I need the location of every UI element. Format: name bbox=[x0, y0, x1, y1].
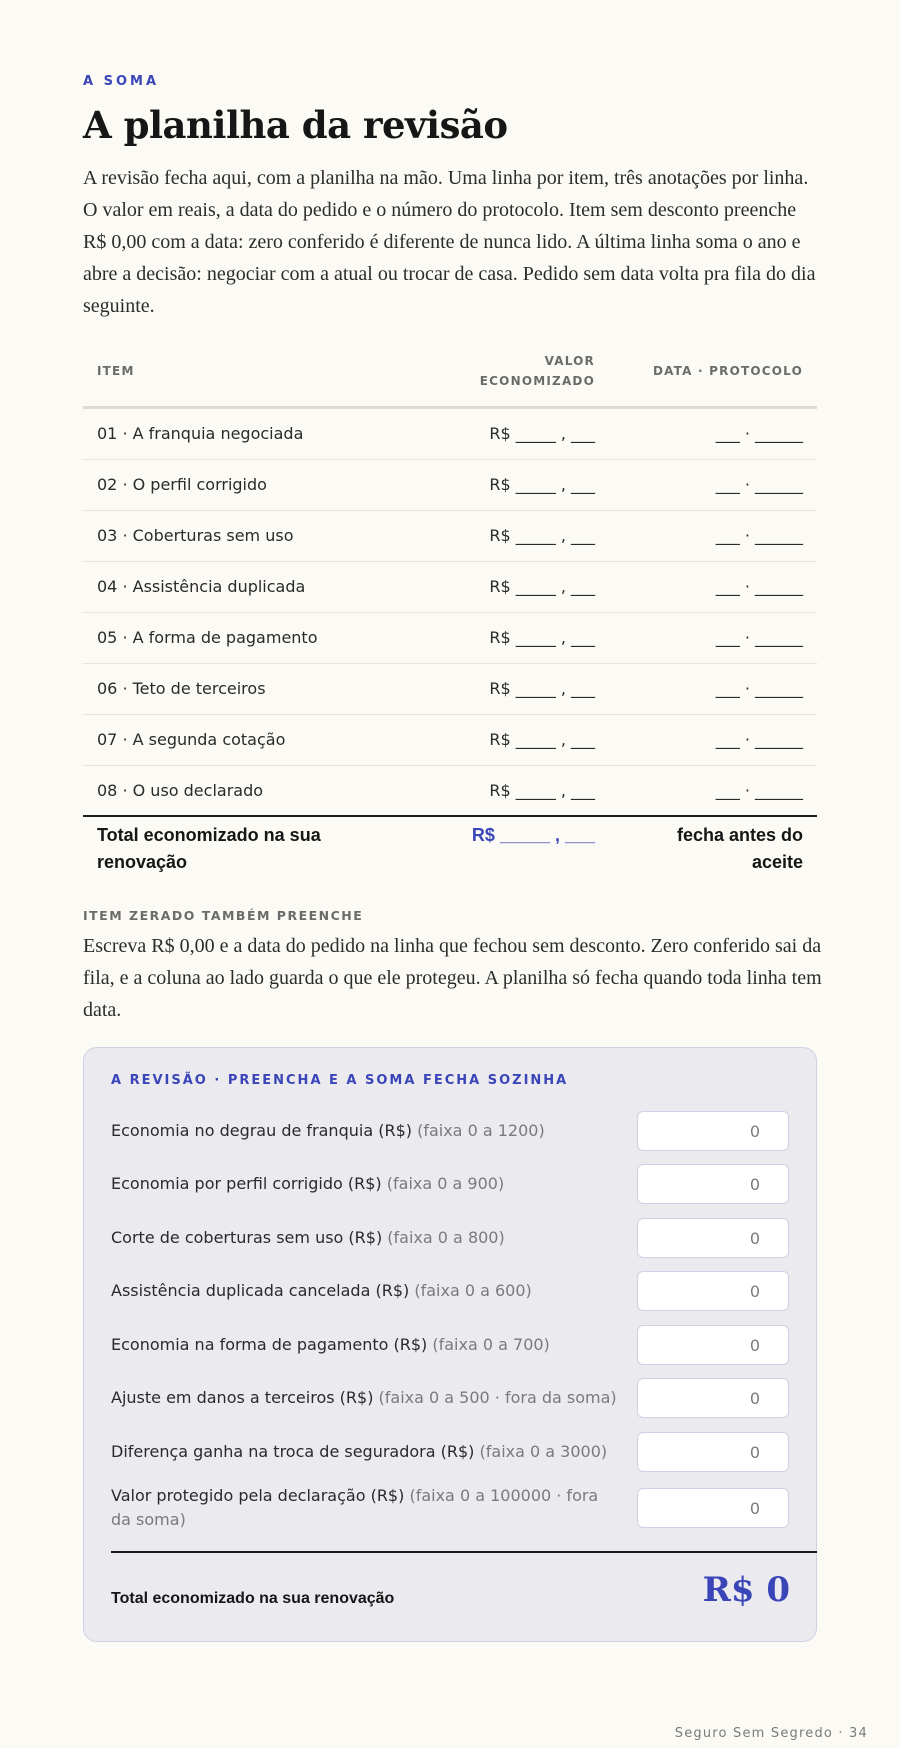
row-valor: R$ _____ , ___ bbox=[489, 628, 595, 647]
row-valor: R$ _____ , ___ bbox=[489, 475, 595, 494]
row-item: 01 · A franquia negociada bbox=[97, 424, 304, 443]
field-label-text: Economia no degrau de franquia (R$) bbox=[111, 1121, 412, 1140]
row-data-protocolo: ___ · ______ bbox=[715, 424, 803, 443]
row-item: 02 · O perfil corrigido bbox=[97, 475, 267, 494]
table-header bbox=[83, 352, 817, 409]
row-valor: R$ _____ , ___ bbox=[489, 781, 595, 800]
zero-note-eyebrow: ITEM ZERADO TAMBÉM PREENCHE bbox=[83, 908, 364, 923]
field-range: (faixa 0 a 100000 · fora da soma) bbox=[111, 1486, 599, 1529]
table-total-label: Total economizado na sua renovação bbox=[97, 825, 321, 872]
table-row bbox=[83, 409, 817, 460]
row-data-protocolo: ___ · ______ bbox=[715, 730, 803, 749]
table-row bbox=[83, 511, 817, 562]
field-label bbox=[111, 1172, 621, 1196]
table-total-note: fecha antes do aceite bbox=[676, 825, 803, 872]
field-terceiros bbox=[111, 1377, 789, 1419]
field-label-text: Assistência duplicada cancelada (R$) bbox=[111, 1281, 410, 1300]
field-perfil bbox=[111, 1163, 789, 1205]
terceiros-input[interactable] bbox=[637, 1378, 789, 1418]
row-valor: R$ _____ , ___ bbox=[489, 577, 595, 596]
field-coberturas bbox=[111, 1217, 789, 1259]
row-data-protocolo: ___ · ______ bbox=[715, 475, 803, 494]
header-valor bbox=[455, 351, 595, 391]
row-item: 05 · A forma de pagamento bbox=[97, 628, 318, 647]
table-body bbox=[83, 409, 817, 817]
calculator-title: A REVISÃO · PREENCHA E A SOMA FECHA SOZINHA bbox=[111, 1073, 569, 1088]
row-valor: R$ _____ , ___ bbox=[489, 679, 595, 698]
header-item: ITEM bbox=[97, 364, 135, 378]
field-label-text: Ajuste em danos a terceiros (R$) bbox=[111, 1388, 374, 1407]
field-troca-seguradora bbox=[111, 1431, 789, 1473]
table-row bbox=[83, 562, 817, 613]
row-item: 07 · A segunda cotação bbox=[97, 730, 286, 749]
field-label bbox=[111, 1333, 621, 1357]
page-footer: Seguro Sem Segredo · 34 bbox=[674, 1726, 868, 1741]
header-valor-line1: VALOR bbox=[544, 354, 595, 368]
calculator-total-value: R$ 0 bbox=[702, 1570, 790, 1610]
field-range: (faixa 0 a 3000) bbox=[479, 1442, 608, 1461]
row-valor: R$ _____ , ___ bbox=[489, 730, 595, 749]
table-total-row bbox=[83, 822, 817, 880]
franquia-input[interactable] bbox=[637, 1111, 789, 1151]
field-label-text: Diferença ganha na troca de seguradora (R$) bbox=[111, 1442, 475, 1461]
table-row bbox=[83, 460, 817, 511]
troca-seguradora-input[interactable] bbox=[637, 1432, 789, 1472]
row-item: 06 · Teto de terceiros bbox=[97, 679, 266, 698]
declaracao-input[interactable] bbox=[637, 1488, 789, 1528]
pagamento-input[interactable] bbox=[637, 1325, 789, 1365]
table-total-valor: R$ _____ , ___ bbox=[471, 825, 595, 845]
calculator-divider bbox=[111, 1551, 817, 1553]
field-declaracao bbox=[111, 1482, 789, 1534]
field-label-text: Economia por perfil corrigido (R$) bbox=[111, 1174, 382, 1193]
row-item: 03 · Coberturas sem uso bbox=[97, 526, 294, 545]
field-label-text: Corte de coberturas sem uso (R$) bbox=[111, 1228, 383, 1247]
field-label bbox=[111, 1119, 621, 1143]
field-range: (faixa 0 a 700) bbox=[432, 1335, 550, 1354]
table-row bbox=[83, 664, 817, 715]
table-row bbox=[83, 613, 817, 664]
calculator-total-label: Total economizado na sua renovação bbox=[111, 1590, 395, 1607]
field-label bbox=[111, 1279, 621, 1303]
field-franquia bbox=[111, 1110, 789, 1152]
field-range: (faixa 0 a 600) bbox=[414, 1281, 532, 1300]
row-data-protocolo: ___ · ______ bbox=[715, 679, 803, 698]
perfil-input[interactable] bbox=[637, 1164, 789, 1204]
row-data-protocolo: ___ · ______ bbox=[715, 781, 803, 800]
row-valor: R$ _____ , ___ bbox=[489, 424, 595, 443]
assistencia-input[interactable] bbox=[637, 1271, 789, 1311]
field-pagamento bbox=[111, 1324, 789, 1366]
field-range: (faixa 0 a 900) bbox=[386, 1174, 505, 1193]
page-title: A planilha da revisão bbox=[83, 103, 508, 147]
field-label bbox=[111, 1484, 621, 1532]
revision-calculator bbox=[83, 1047, 817, 1642]
field-label bbox=[111, 1440, 621, 1464]
field-label bbox=[111, 1386, 621, 1410]
table-row bbox=[83, 766, 817, 817]
table-row bbox=[83, 715, 817, 766]
row-valor: R$ _____ , ___ bbox=[489, 526, 595, 545]
field-range: (faixa 0 a 1200) bbox=[417, 1121, 545, 1140]
zero-note-paragraph: Escreva R$ 0,00 e a data do pedido na linha que fechou sem desconto. Zero conferido sai da fila, e a coluna ao lado guarda o que ele protegeu. A planilha só fecha quando toda linha tem data. bbox=[83, 935, 822, 1021]
row-data-protocolo: ___ · ______ bbox=[715, 628, 803, 647]
header-data-protocolo: DATA · PROTOCOLO bbox=[652, 364, 803, 378]
field-label-text: Economia na forma de pagamento (R$) bbox=[111, 1335, 428, 1354]
field-label-text: Valor protegido pela declaração (R$) bbox=[111, 1486, 405, 1505]
header-valor-line2: ECONOMIZADO bbox=[479, 374, 595, 388]
field-label bbox=[111, 1226, 621, 1250]
section-eyebrow: A SOMA bbox=[83, 74, 159, 89]
field-assistencia bbox=[111, 1270, 789, 1312]
field-range: (faixa 0 a 800) bbox=[387, 1228, 505, 1247]
row-item: 04 · Assistência duplicada bbox=[97, 577, 306, 596]
coberturas-input[interactable] bbox=[637, 1218, 789, 1258]
row-data-protocolo: ___ · ______ bbox=[715, 577, 803, 596]
row-data-protocolo: ___ · ______ bbox=[715, 526, 803, 545]
intro-paragraph: A revisão fecha aqui, com a planilha na mão. Uma linha por item, três anotações por linha. O valor em reais, a data do pedido e o número do protocolo. Item sem desconto preenche R$ 0,00 com a data: zero conferido é diferente de nunca lido. A última linha soma o ano e abre a decisão: negociar com a atual ou trocar de casa. Pedido sem data volta pra fila do dia seguinte. bbox=[83, 167, 816, 317]
field-range: (faixa 0 a 500 · fora da soma) bbox=[378, 1388, 617, 1407]
row-item: 08 · O uso declarado bbox=[97, 781, 264, 800]
